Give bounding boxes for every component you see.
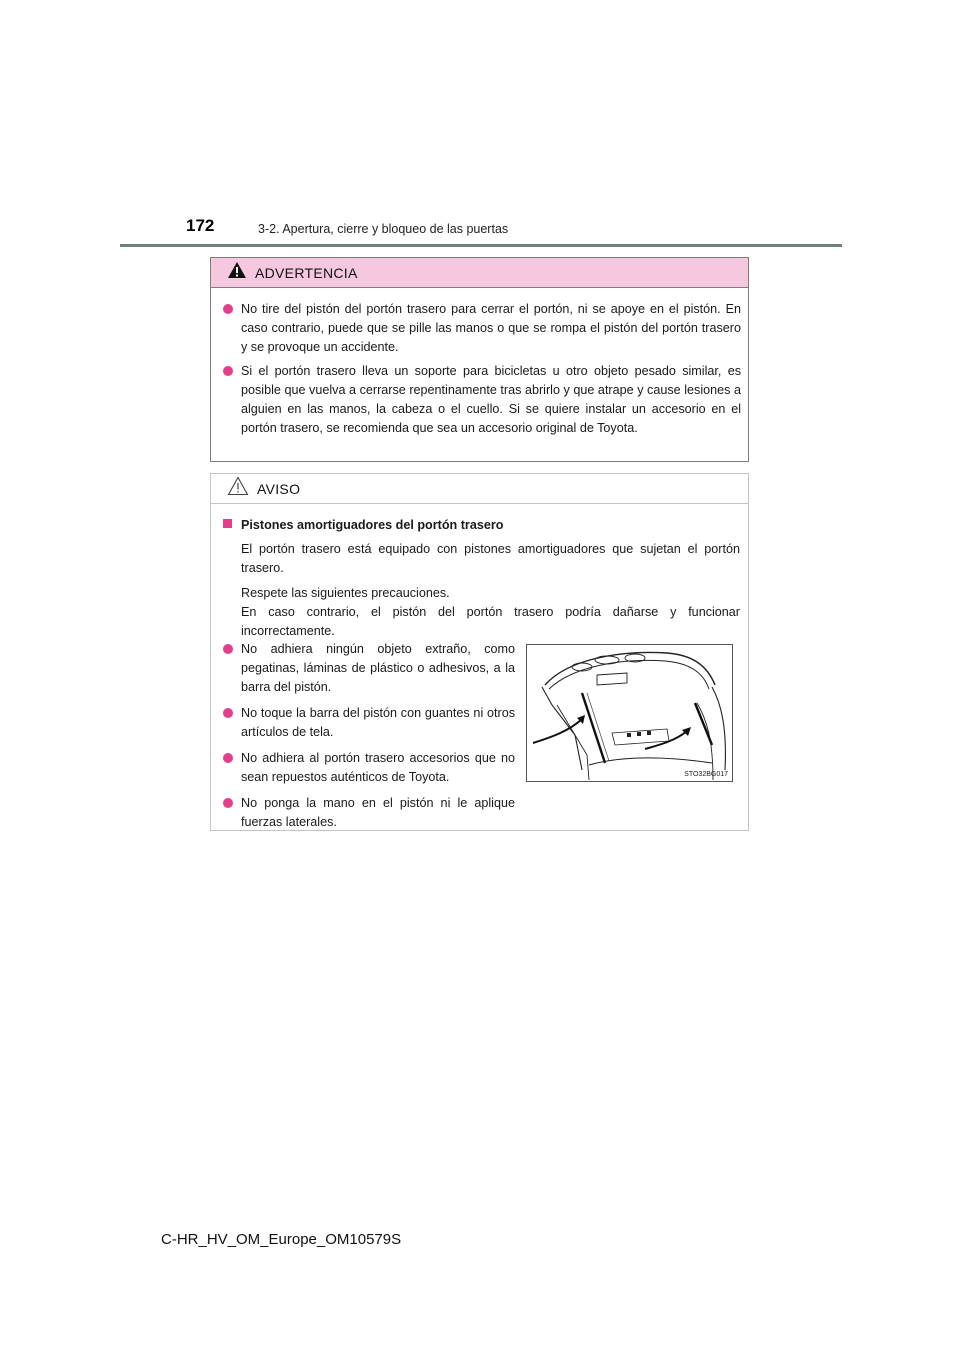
precaution-text: No adhiera al portón trasero accesorios que no sean repuestos auténticos de Toyota. <box>241 751 515 784</box>
paragraph-line: En caso contrario, el pistón del portón trasero podría dañarse y funcionar incorrectamente. <box>241 605 740 638</box>
bullet-dot-icon <box>223 753 233 763</box>
warning-item <box>223 362 741 438</box>
figure-code: STO32BG017 <box>684 771 728 778</box>
precaution-text: No toque la barra del pistón con guantes ni otros artículos de tela. <box>241 706 515 739</box>
notice-subheading <box>223 516 740 534</box>
precaution-text: No adhiera ningún objeto extraño, como pegatinas, láminas de plástico o adhesivos, a la barra del pistón. <box>241 642 515 694</box>
section-title: 3-2. Apertura, cierre y bloqueo de las puertas <box>258 222 509 236</box>
precaution-item <box>223 794 515 832</box>
subheading-text: Pistones amortiguadores del portón trasero <box>241 518 504 532</box>
precaution-item <box>223 749 515 787</box>
tailgate-illustration <box>527 645 732 781</box>
notice-body <box>211 504 748 641</box>
warning-item <box>223 300 741 357</box>
header-rule <box>120 244 842 247</box>
warning-header <box>211 258 748 288</box>
notice-title: AVISO <box>257 480 301 497</box>
notice-box <box>210 473 749 831</box>
warning-triangle-outline-icon <box>227 476 249 501</box>
page-number: 172 <box>186 216 215 235</box>
bullet-dot-icon <box>223 366 233 376</box>
notice-paragraph: El portón trasero está equipado con pistones amortiguadores que sujetan el portón trasero. <box>241 542 740 575</box>
notice-header <box>211 474 748 504</box>
notice-paragraph <box>223 584 740 641</box>
precautions-list <box>223 640 515 839</box>
bullet-dot-icon <box>223 304 233 314</box>
warning-box <box>210 257 749 462</box>
precaution-text: No ponga la mano en el pistón ni le aplique fuerzas laterales. <box>241 796 515 829</box>
warning-body <box>211 288 748 438</box>
tailgate-figure <box>526 644 733 782</box>
square-bullet-icon <box>223 519 232 528</box>
precaution-item <box>223 640 515 697</box>
bullet-dot-icon <box>223 708 233 718</box>
bullet-dot-icon <box>223 798 233 808</box>
warning-triangle-filled-icon <box>227 261 247 284</box>
warning-title: ADVERTENCIA <box>255 264 358 281</box>
bullet-dot-icon <box>223 644 233 654</box>
warning-item-text: Si el portón trasero lleva un soporte para bicicletas u otro objeto pesado similar, es posible que vuelva a cerrarse repentinamente tras abrirlo y que atrape y cause lesiones a alguien en las manos, la cabeza o el cuello. Si se quiere instalar un accesorio en el portón trasero, se recomienda que sea un accesorio original de Toyota. <box>241 364 741 435</box>
warning-item-text: No tire del pistón del portón trasero para cerrar el portón, ni se apoye en el pistón. En caso contrario, puede que se pille las manos o que se rompa el pistón del portón trasero y se provoque un accidente. <box>241 302 741 354</box>
precaution-item <box>223 704 515 742</box>
footer-doc-code: C-HR_HV_OM_Europe_OM10579S <box>161 1231 402 1248</box>
paragraph-line: Respete las siguientes precauciones. <box>241 586 450 600</box>
